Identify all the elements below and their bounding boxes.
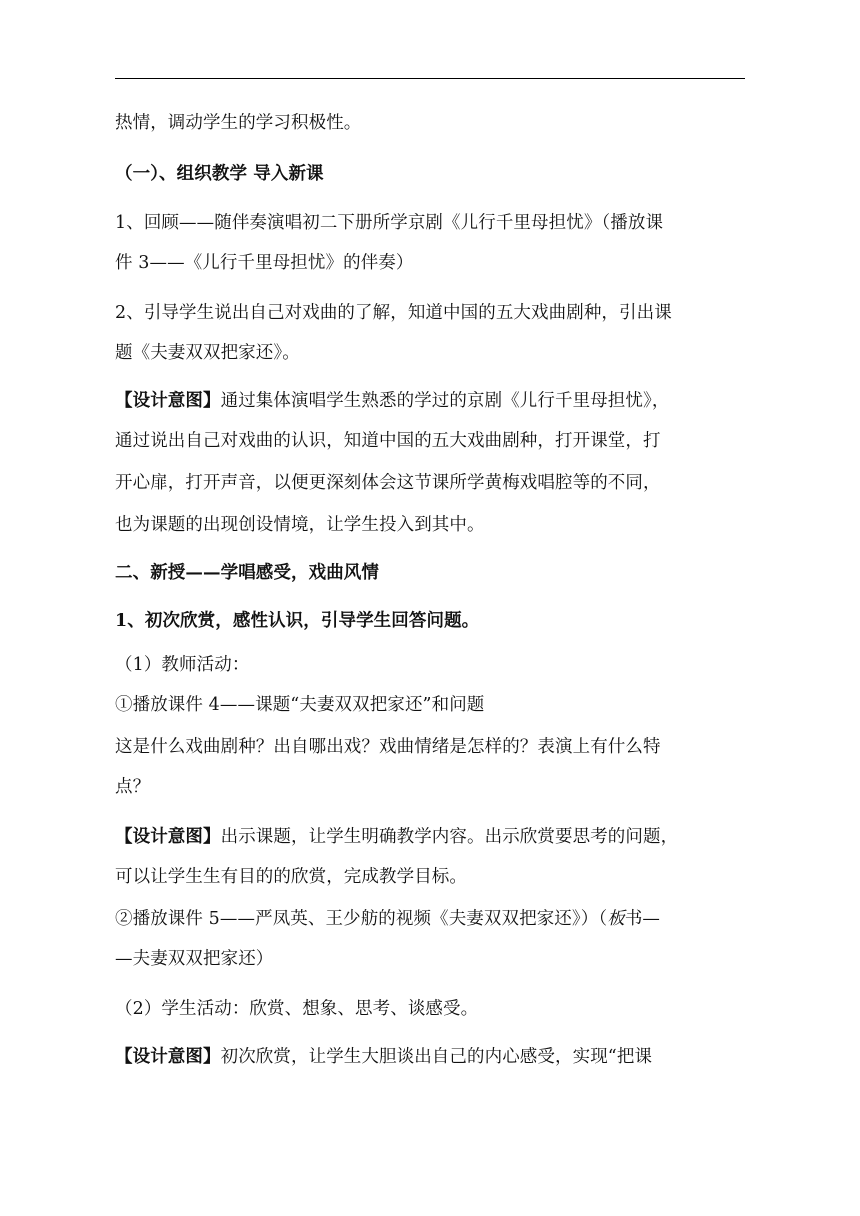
section-heading: （一）、组织教学 导入新课 xyxy=(115,164,324,184)
paragraph-line: （1）教师活动： xyxy=(115,655,250,675)
design-intent-label: 【设计意图】 xyxy=(115,827,221,847)
paragraph-text: 出示课题，让学生明确教学内容。出示欣赏要思考的问题， xyxy=(220,827,679,847)
paragraph-line xyxy=(115,909,660,929)
paragraph-line: 通过说出自己对戏曲的认识，知道中国的五大戏曲剧种，打开课堂，打 xyxy=(115,431,661,451)
paragraph-line: 题《夫妻双双把家还》。 xyxy=(115,343,300,363)
paragraph-line: 2、引导学生说出自己对戏曲的了解，知道中国的五大戏曲剧种，引出课 xyxy=(115,303,672,323)
paragraph-line: 开心扉，打开声音，以便更深刻体会这节课所学黄梅戏唱腔等的不同， xyxy=(115,473,661,493)
paragraph-line: 点？ xyxy=(115,777,151,797)
design-intent-paragraph xyxy=(115,391,669,411)
italic-text: 板 xyxy=(607,909,625,929)
subsection-heading: 1、初次欣赏，感性认识，引导学生回答问题。 xyxy=(115,611,480,631)
paragraph-line: 件 3——《儿行千里母担忧》的伴奏） xyxy=(115,253,414,273)
paragraph-line: ①播放课件 4——课题“夫妻双双把家还”和问题 xyxy=(115,695,485,715)
design-intent-label: 【设计意图】 xyxy=(115,391,221,411)
paragraph-line: —夫妻双双把家还） xyxy=(115,949,274,969)
paragraph-line: 可以让学生生有目的的欣赏，完成教学目标。 xyxy=(115,867,467,887)
header-rule xyxy=(115,78,745,79)
paragraph-text: ②播放课件 5——严凤英、王少舫的视频《夫妻双双把家还》）（ xyxy=(115,909,608,929)
paragraph-line: 1、回顾——随伴奏演唱初二下册所学京剧《儿行千里母担忧》（播放课 xyxy=(115,213,664,233)
section-heading: 二、新授——学唱感受，戏曲风情 xyxy=(115,563,379,583)
paragraph-line: （2）学生活动：欣赏、想象、思考、谈感受。 xyxy=(115,999,479,1019)
paragraph-line: 热情，调动学生的学习积极性。 xyxy=(115,113,362,133)
design-intent-paragraph xyxy=(115,827,678,847)
design-intent-paragraph xyxy=(115,1047,652,1067)
paragraph-line: 这是什么戏曲剧种？出自哪出戏？戏曲情绪是怎样的？表演上有什么特 xyxy=(115,737,661,757)
paragraph-text: 书— xyxy=(624,909,661,929)
paragraph-text: 初次欣赏，让学生大胆谈出自己的内心感受，实现“把课 xyxy=(220,1047,653,1067)
design-intent-label: 【设计意图】 xyxy=(115,1047,221,1067)
paragraph-text: 通过集体演唱学生熟悉的学过的京剧《儿行千里母担忧》， xyxy=(220,391,670,411)
paragraph-line: 也为课题的出现创设情境，让学生投入到其中。 xyxy=(115,515,485,535)
